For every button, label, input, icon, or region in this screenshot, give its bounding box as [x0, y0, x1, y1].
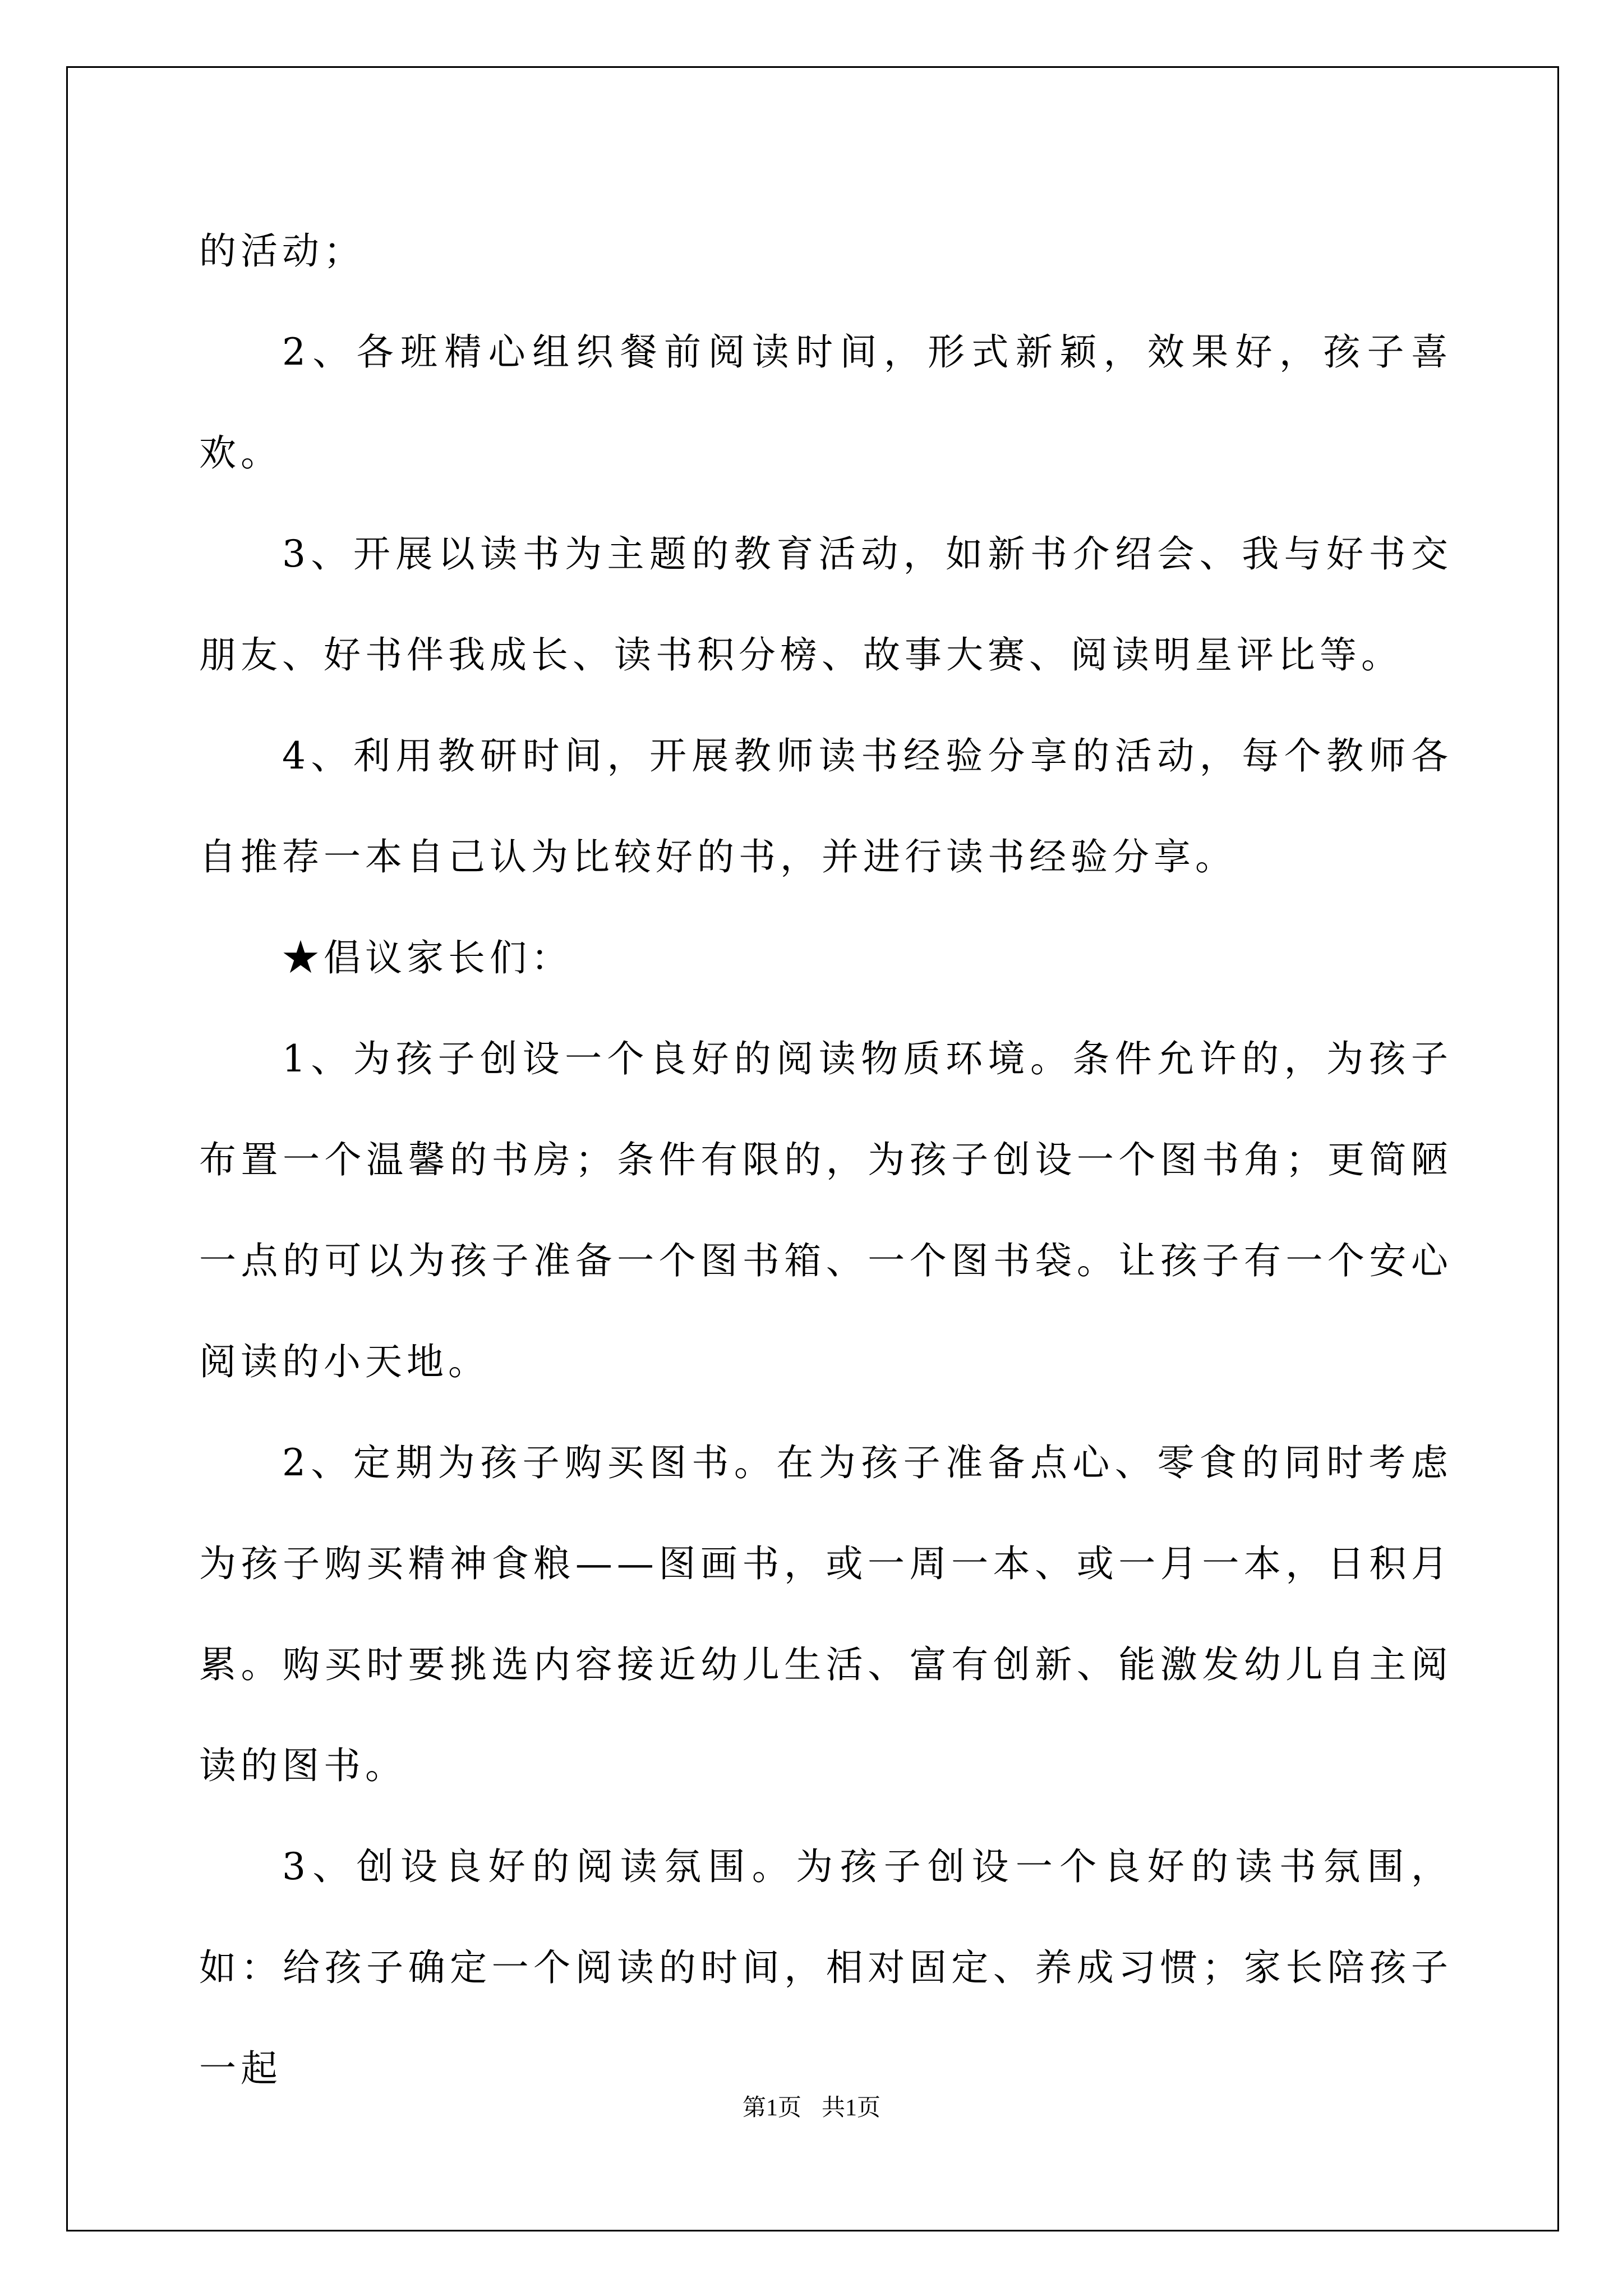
- page-number: 第1页: [742, 2095, 801, 2121]
- page-total: 共1页: [822, 2095, 881, 2121]
- section-heading-parents: ★倡议家长们：: [282, 936, 573, 979]
- paragraph-parent-3: 3、创设良好的阅读氛围。为孩子创设一个良好的读书氛围，如：给孩子确定一个阅读的时间，相对固定、养成习惯；家长陪孩子一起: [199, 1845, 1453, 2090]
- paragraph-item-2: 2、各班精心组织餐前阅读时间，形式新颖，效果好，孩子喜欢。: [199, 330, 1453, 475]
- paragraph-item-4: 4、利用教研时间，开展教师读书经验分享的活动，每个教师各自推荐一本自己认为比较好的书，并进行读书经验分享。: [199, 734, 1453, 878]
- paragraph-parent-1: 1、为孩子创设一个良好的阅读物质环境。条件允许的，为孩子布置一个温馨的书房；条件有限的，为孩子创设一个图书角；更简陋一点的可以为孩子准备一个图书箱、一个图书袋。让孩子有一个安心阅读的小天地。: [199, 1037, 1453, 1383]
- paragraph-item-3: 3、开展以读书为主题的教育活动，如新书介绍会、我与好书交朋友、好书伴我成长、读书积分榜、故事大赛、阅读明星评比等。: [199, 532, 1453, 677]
- page-footer: [0, 2091, 1623, 2125]
- document-body: [199, 201, 1453, 2119]
- paragraph-continuation: 的活动；: [199, 229, 365, 273]
- paragraph-parent-2: 2、定期为孩子购买图书。在为孩子准备点心、零食的同时考虑为孩子购买精神食粮——图画书，或一周一本、或一月一本，日积月累。购买时要挑选内容接近幼儿生活、富有创新、能激发幼儿自主阅读的图书。: [199, 1441, 1453, 1787]
